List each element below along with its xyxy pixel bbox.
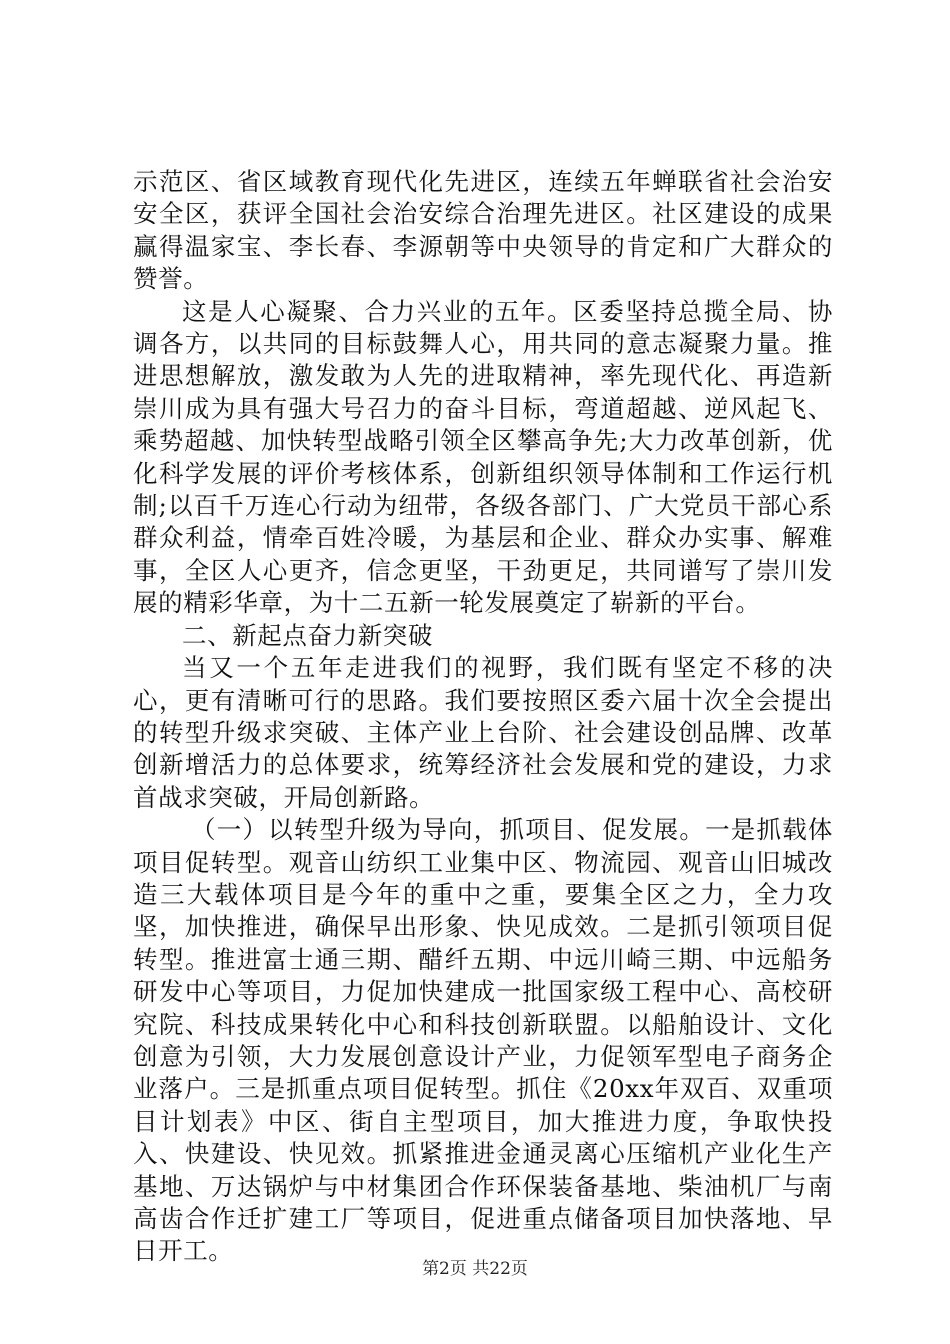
- section-heading: 二、新起点奋力新突破: [182, 620, 433, 650]
- page-footer: 第2页 共22页: [422, 1259, 528, 1279]
- paragraph-five-years-cohesion: 这是人心凝聚、合力兴业的五年。区委坚持总揽全局、协调各方，以共同的目标鼓舞人心，用共同的意志凝聚力量。推进思想解放，激发敢为人先的进取精神，率先现代化、再造新崇川成为具有强大号召力的奋斗目标，弯道超越、逆风起飞、乘势超越、加快转型战略引领全区攀高争先;大力改革创新，优化科学发展的评价考核体系，创新组织领导体制和工作运行机制;以百千万连心行动为纽带，各级各部门、广大党员干部心系群众利益，情牵百姓冷暖，为基层和企业、群众办实事、解难事，全区人心更齐，信念更坚，干劲更足，共同谱写了崇川发展的精彩华章，为十二五新一轮发展奠定了崭新的平台。: [133, 296, 833, 618]
- paragraph-transformation-projects: （一）以转型升级为导向，抓项目、促发展。一是抓载体项目促转型。观音山纺织工业集中区、物流园、观音山旧城改造三大载体项目是今年的重中之重，要集全区之力，全力攻坚，加快推进，确保早出形象、快见成效。二是抓引领项目促转型。推进富士通三期、醋纤五期、中远川崎三期、中远船务研发中心等项目，力促加快建成一批国家级工程中心、高校研究院、科技成果转化中心和科技创新联盟。以船舶设计、文化创意为引领，大力发展创意设计产业，力促领军型电子商务企业落户。三是抓重点项目促转型。抓住《20xx年双百、双重项目计划表》中区、街自主型项目，加大推进力度，争取快投入、快建设、快见效。抓紧推进金通灵离心压缩机产业化生产基地、万达锅炉与中材集团合作环保装备基地、柴油机厂与南高齿合作迁扩建工厂等项目，促进重点储备项目加快落地、早日开工。: [133, 815, 833, 1266]
- paragraph-new-five-years: 当又一个五年走进我们的视野，我们既有坚定不移的决心，更有清晰可行的思路。我们要按照区委六届十次全会提出的转型升级求突破、主体产业上台阶、社会建设创品牌、改革创新增活力的总体要求，统筹经济社会发展和党的建设，力求首战求突破，开局创新路。: [133, 653, 833, 812]
- document-body: [133, 166, 833, 1268]
- paragraph-continuation: 示范区、省区域教育现代化先进区，连续五年蝉联省社会治安安全区，获评全国社会治安综合治理先进区。社区建设的成果赢得温家宝、李长春、李源朝等中央领导的肯定和广大群众的赞誉。: [133, 167, 833, 294]
